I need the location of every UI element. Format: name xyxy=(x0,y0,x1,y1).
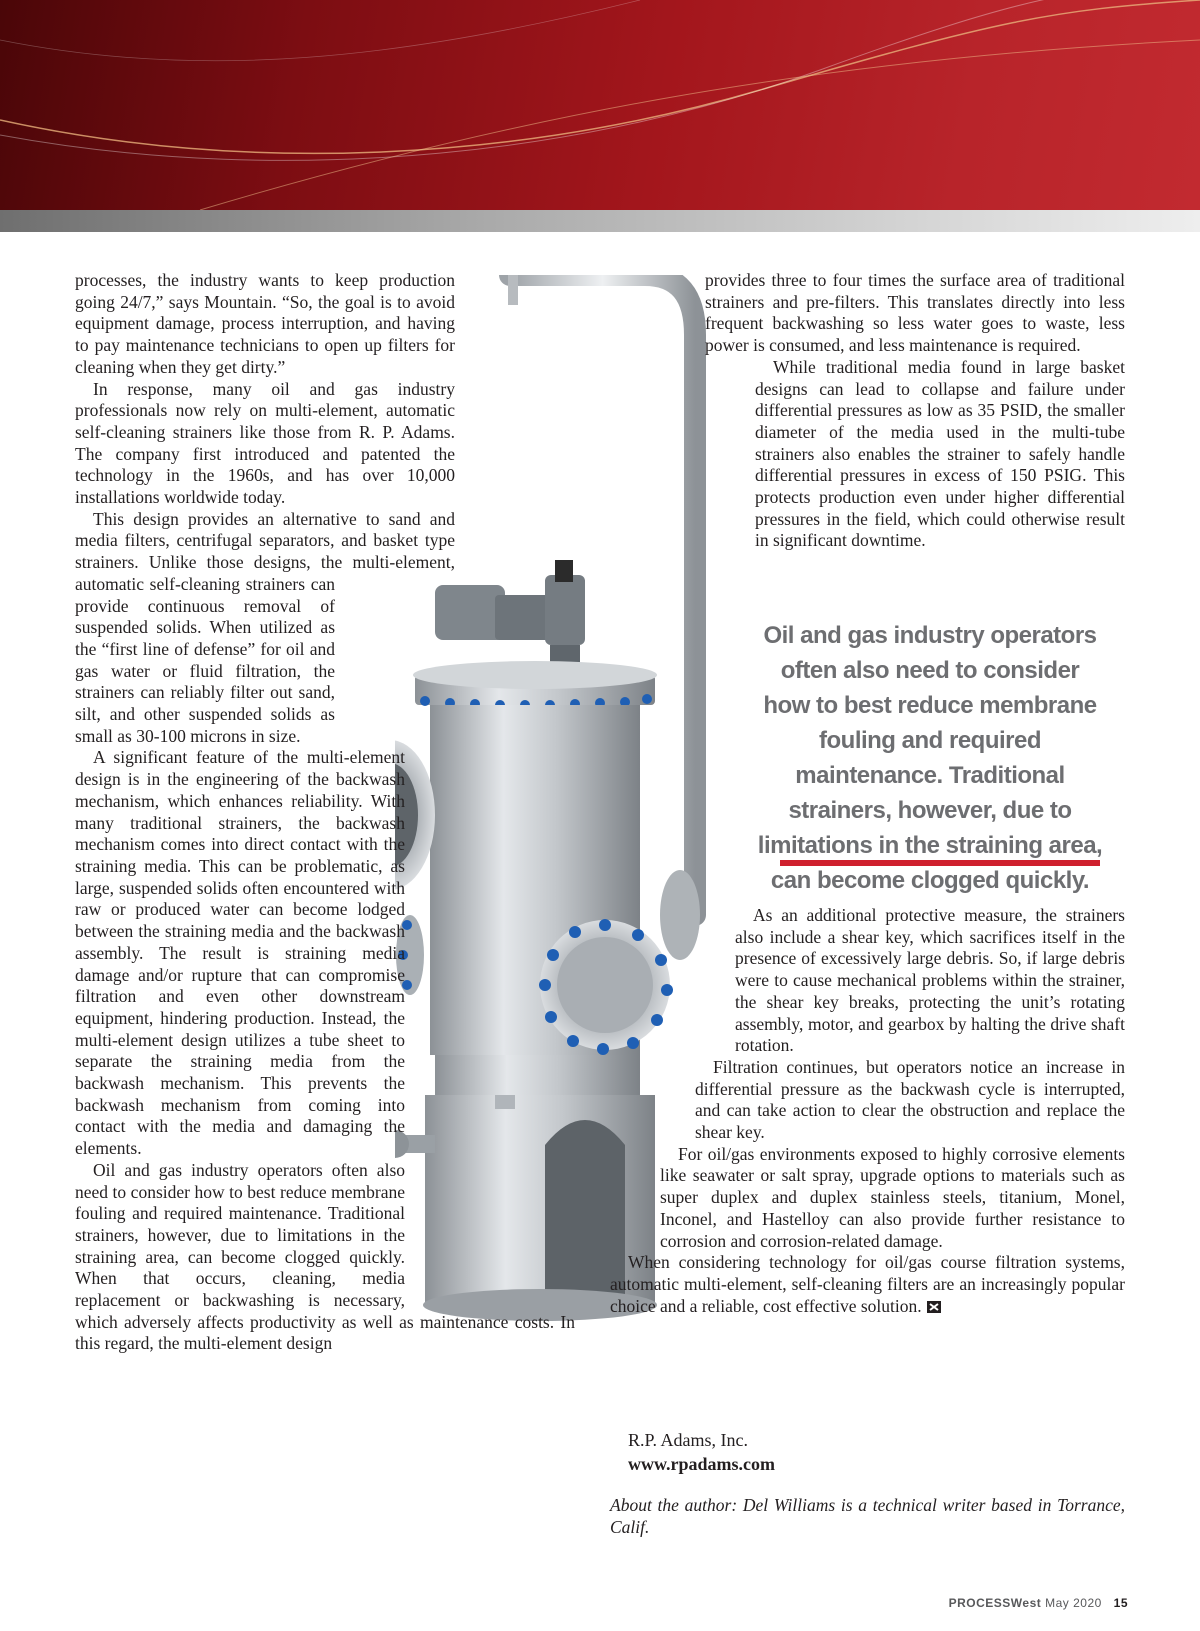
company-name: R.P. Adams, Inc. xyxy=(628,1430,749,1450)
article-right-column-bottom xyxy=(610,905,1125,1317)
paragraph: While traditional media found in large basket designs can lead to collapse and failure under differential pressures as low as 35 PSID, the smaller diameter of the media used in the multi-tube strainers also enables the strainer to safely handle differential pressures in excess of 150 PSIG. This protects production even under higher differential pressures in the field, which could otherwise result in significant downtime. xyxy=(755,356,1125,551)
paragraph: For oil/gas environments exposed to highly corrosive elements like seawater or salt spray, upgrade options to materials such as super duplex and duplex stainless steels, titanium, Monel, Inconel, and Hastelloy can also provide further resistance to corrosion and corrosion-related damage. xyxy=(660,1143,1125,1251)
article-right-column-top xyxy=(610,270,1125,552)
page-number: 15 xyxy=(1113,1596,1128,1610)
pull-quote-rule xyxy=(780,860,1100,866)
article-left-column xyxy=(75,270,575,1355)
closing-paragraph-text: When considering technology for oil/gas course filtration systems, automatic multi-element, self-cleaning filters are an increasingly popular choice and a reliable, cost effective solution. xyxy=(610,1252,1125,1316)
header-gray-band xyxy=(0,210,1200,232)
company-url[interactable]: www.rpadams.com xyxy=(628,1454,775,1474)
company-credit xyxy=(628,1428,775,1476)
end-mark-icon xyxy=(926,1300,942,1314)
issue-date: May 2020 xyxy=(1045,1596,1102,1610)
paragraph: provides three to four times the surface area of traditional strainers and pre-filters. This translates directly into less frequent backwashing so less water goes to waste, less power is consumed, and less maintenance is required. xyxy=(705,270,1125,356)
author-note: About the author: Del Williams is a technical writer based in Torrance, Calif. xyxy=(610,1495,1125,1537)
pull-quote: Oil and gas industry operators often also need to consider how to best reduce membrane fouling and required maintenance. Traditional strainers, however, due to limitations in the straining area, can become clogged quickly. xyxy=(757,622,1103,894)
paragraph: A significant feature of the multi-element design is in the engineering of the backwash mechanism, which enhances reliability. With many traditional strainers, the backwash mechanism comes into direct contact with the straining media. This can be problematic, as large, suspended solids often encountered with raw or produced water can become lodged between the straining media and the backwash assembly. The result is straining media damage and/or rupture that can compromise filtration and even other downstream equipment, hindering production. Instead, the multi-element design utilizes a tube sheet to separate the straining media from the backwash mechanism. This prevents the backwash mechanism from coming into contact with the media and damaging the elements. xyxy=(75,747,405,1159)
paragraph: Oil and gas industry operators often also need to consider how to best reduce membrane fouling and required maintenance. Traditional strainers, however, due to limitations in the straining area, can become clogged quickly. When that occurs, cleaning, media replacement or backwashing is necessary, which adversely affects productivity as well as maintenance costs. In this regard, the multi-element design xyxy=(75,1159,575,1354)
header-banner xyxy=(0,0,1200,210)
publication-name: PROCESSWest xyxy=(948,1596,1042,1610)
paragraph: processes, the industry wants to keep production going 24/7,” says Mountain. “So, the goal is to avoid equipment damage, process interruption, and having to pay maintenance technicians to open up filters for cleaning when they get dirty.” xyxy=(75,270,455,377)
paragraph: In response, many oil and gas industry professionals now rely on multi-element, automatic self-cleaning strainers like those from R. P. Adams. The company first introduced and patented the technology in the 1960s, and has over 10,000 installations worldwide today. xyxy=(75,378,455,508)
paragraph xyxy=(610,1252,1125,1317)
paragraph: As an additional protective measure, the strainers also include a shear key, which sacrifices itself in the presence of excessively large debris. So, if large debris were to cause mechanical problems within the strainer, the shear key breaks, protecting the unit’s rotating assembly, motor, and gearbox by halting the drive shaft rotation. xyxy=(735,905,1125,1056)
banner-swoosh-graphic xyxy=(0,0,1200,210)
paragraph: Filtration continues, but operators notice an increase in differential pressure as the backwash cycle is interrupted, and can take action to clear the obstruction and replace the shear key. xyxy=(695,1056,1125,1143)
paragraph: This design provides an alternative to sand and media filters, centrifugal separators, and basket type strainers. Unlike those designs, the multi-element, automatic self-cleaning strainers can provide continuous removal of suspended solids. When utilized as the “first line of defense” for oil and gas water or fluid filtration, the strainers can reliably filter out sand, silt, and other suspended solids as small as 30-100 microns in size. xyxy=(75,508,455,746)
page-footer xyxy=(949,1596,1128,1610)
